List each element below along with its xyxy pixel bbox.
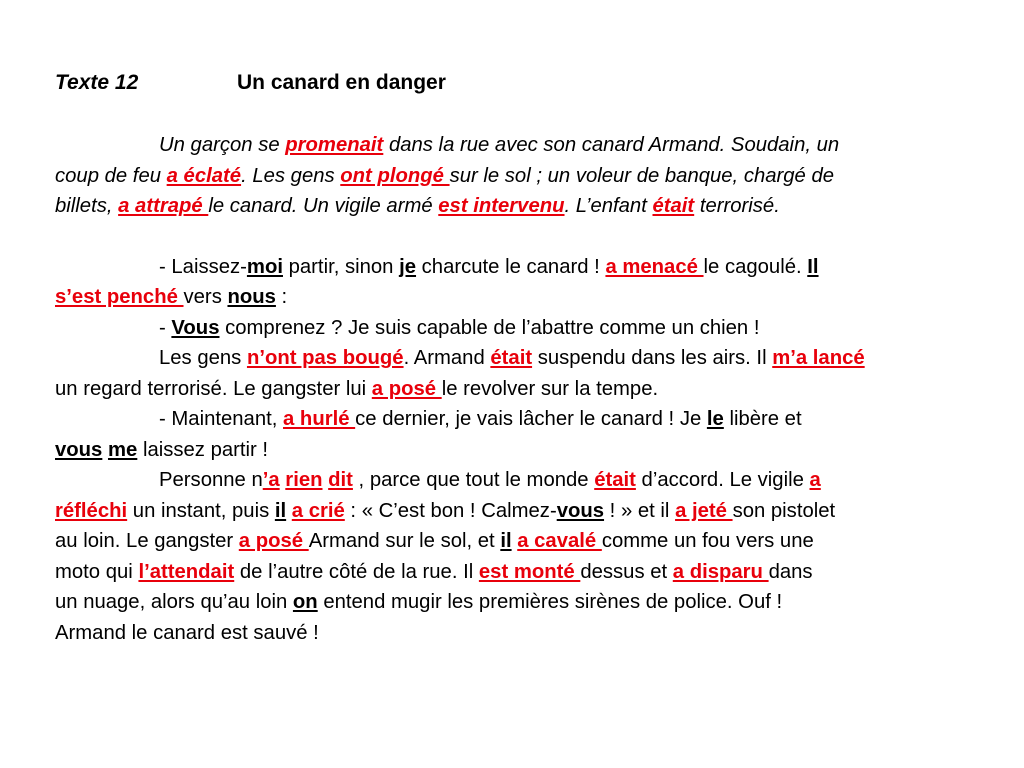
text-span: moto qui [55,560,139,583]
verb-highlight: a crié [291,499,345,522]
text-span: entend mugir les premières sirènes de police. Ouf ! [317,591,783,613]
text-span: . Armand [403,347,491,369]
verb-highlight: était [594,469,636,491]
story-title: Un canard en danger [237,71,446,94]
text-span: , parce que tout le monde [352,469,595,491]
pronoun-highlight: le [706,408,724,430]
text-span: : « C’est bon ! Calmez- [344,499,557,522]
text-span: charcute le canard ! [416,255,606,278]
verb-highlight: n’ont pas bougé [246,347,404,369]
verb-highlight: a disparu [672,560,769,583]
text-span: laissez partir ! [137,438,269,461]
text-span: partir, sinon [282,255,400,278]
text-span: comprenez ? Je suis capable de l’abattre comme un chien ! [219,316,760,339]
text-span: . Les gens [241,164,341,187]
spacer [55,222,955,252]
text-span: suspendu dans les airs. Il [532,347,773,369]
pronoun-highlight: il [500,530,512,552]
verb-highlight: a hurlé [283,408,356,430]
text-span: d’accord. Le vigile [635,469,810,491]
verb-highlight: était [490,347,533,369]
text-span: billets, [55,195,119,217]
text-span: ce dernier, je vais lâcher le canard ! Je [355,408,707,430]
paragraph-2-line-6 [55,404,955,435]
text-span: de l’autre côté de la rue. Il [234,560,479,583]
spacer [55,100,955,130]
text-number-label: Texte 12 [55,71,139,94]
text-span: : [275,286,288,308]
text-span: Un garçon se [159,134,286,156]
paragraph-2-line-10 [55,526,955,557]
text-span: Armand sur le sol, et [308,530,501,552]
text-span: le canard. Un vigile armé [208,195,439,217]
pronoun-highlight: vous [556,499,605,522]
pronoun-highlight: me [107,438,138,461]
text-span: au loin. Le gangster [55,530,239,552]
text-span: son pistolet [732,499,836,522]
verb-highlight: m’a lancé [772,347,865,369]
paragraph-2-line-3 [55,313,955,344]
text-span: dans [768,560,813,583]
text-span: terrorisé. [694,195,780,217]
paragraph-2-line-11 [55,557,955,588]
paragraph-1-line-2 [55,161,955,192]
verb-highlight: s’est penché [55,286,184,308]
text-span: libère et [723,408,802,430]
verb-highlight: a [809,469,821,491]
pronoun-highlight: Il [807,255,819,278]
pronoun-highlight: on [292,591,318,613]
verb-highlight: réfléchi [55,499,128,522]
verb-highlight: a éclaté [166,164,242,187]
verb-highlight: est intervenu [438,195,565,217]
paragraph-2-line-4 [55,343,955,374]
verb-highlight: promenait [285,134,384,156]
text-span: le revolver sur la tempe. [441,377,659,400]
text-span: - [159,316,172,339]
paragraph-2-line-2 [55,282,955,313]
verb-highlight: l’attendait [138,560,235,583]
paragraph-2-line-9 [55,496,955,527]
text-span: un instant, puis [127,499,275,522]
text-span: Armand le canard est sauvé ! [55,621,319,644]
text-span: - Laissez- [159,255,247,278]
verb-highlight: ont plongé [340,164,450,187]
verb-highlight: a jeté [675,499,733,522]
text-span: comme un fou vers une [601,530,814,552]
verb-highlight: est monté [478,560,581,583]
paragraph-2-line-1 [55,252,955,283]
text-span: le cagoulé. [703,255,808,278]
verb-highlight: dit [328,469,353,491]
verb-highlight: ’a [262,469,280,491]
paragraph-1-line-3 [55,191,955,222]
verb-highlight: a posé [371,377,442,400]
pronoun-highlight: moi [246,255,283,278]
pronoun-highlight: Vous [171,316,220,339]
text-span: ! » et il [604,499,676,522]
pronoun-highlight: il [274,499,287,522]
text-span: Personne n [159,469,263,491]
paragraph-2-line-5 [55,374,955,405]
text-span: . L’enfant [564,195,653,217]
text-span: vers [183,286,228,308]
verb-highlight: a cavalé [517,530,602,552]
verb-highlight: rien [285,469,323,491]
verb-highlight: a attrapé [118,195,209,217]
text-span: un regard terrorisé. Le gangster lui [55,377,372,400]
paragraph-2-line-12 [55,587,955,618]
verb-highlight: a menacé [605,255,704,278]
text-span: Les gens [159,347,247,369]
text-span: dessus et [580,560,673,583]
text-span: sur le sol ; un voleur de banque, chargé de [449,164,835,187]
document-header [55,66,955,100]
text-span: un nuage, alors qu’au loin [55,591,293,613]
paragraph-1-line-1 [55,130,955,161]
paragraph-2-line-13 [55,618,955,649]
paragraph-2-line-8 [55,465,955,496]
document-page [55,66,955,648]
verb-highlight: était [652,195,695,217]
text-span: coup de feu [55,164,167,187]
pronoun-highlight: nous [227,286,276,308]
text-span: - Maintenant, [159,408,284,430]
text-span: dans la rue avec son canard Armand. Soudain, un [383,134,840,156]
pronoun-highlight: je [399,255,417,278]
verb-highlight: a posé [238,530,309,552]
pronoun-highlight: vous [55,438,103,461]
paragraph-2-line-7 [55,435,955,466]
